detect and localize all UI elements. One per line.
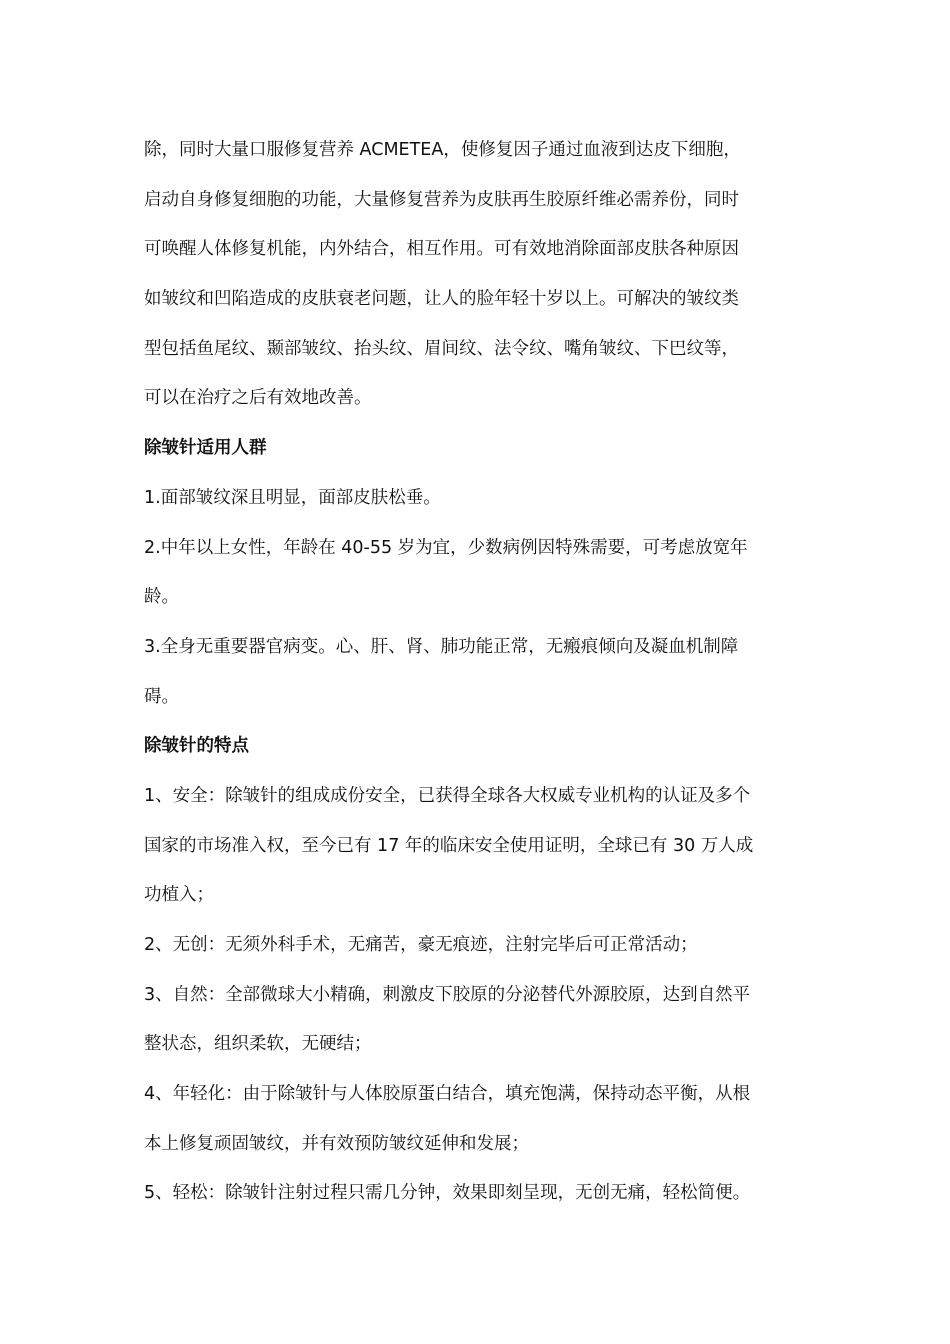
- text-line: 国家的市场准入权，至今已有 17 年的临床安全使用证明，全球已有 30 万人成: [144, 835, 754, 856]
- text-line: 3.全身无重要器官病变。心、肝、肾、肺功能正常，无瘢痕倾向及凝血机制障: [144, 636, 739, 657]
- text-line: 可唤醒人体修复机能，内外结合，相互作用。可有效地消除面部皮肤各种原因: [144, 239, 739, 260]
- text-line: 龄。: [144, 587, 179, 608]
- text-line: 2、无创：无须外科手术，无痛苦，豪无痕迹，注射完毕后可正常活动；: [144, 935, 698, 955]
- text-line: 3、自然：全部微球大小精确，刺激皮下胶原的分泌替代外源胶原，达到自然平: [144, 984, 751, 1005]
- text-line: 本上修复顽固皱纹，并有效预防皱纹延伸和发展；: [144, 1133, 529, 1154]
- text-line: 5、轻松：除皱针注射过程只需几分钟，效果即刻呈现，无创无痛，轻松简便。: [144, 1183, 751, 1204]
- text-line: 功植入；: [144, 885, 214, 906]
- text-line: 1、安全：除皱针的组成成份安全，已获得全球各大权威专业机构的认证及多个: [144, 785, 751, 806]
- text-line: 型包括鱼尾纹、颞部皱纹、抬头纹、眉间纹、法令纹、嘴角皱纹、下巴纹等，: [144, 338, 739, 359]
- text-line: 2.中年以上女性，年龄在 40-55 岁为宜，少数病例因特殊需要，可考虑放宽年: [144, 537, 748, 558]
- text-line: 整状态，组织柔软，无硬结；: [144, 1034, 372, 1055]
- section-heading: 除皱针适用人群: [144, 438, 267, 459]
- text-line: 除，同时大量口服修复营养 ACMETEA，使修复因子通过血液到达皮下细胞，: [144, 140, 741, 160]
- text-line: 启动自身修复细胞的功能，大量修复营养为皮肤再生胶原纤维必需养份，同时: [144, 189, 739, 210]
- section-target-population: [144, 424, 810, 722]
- document-page: [144, 126, 810, 1219]
- section-features: [144, 722, 810, 1219]
- text-line: 碍。: [144, 686, 179, 707]
- text-line: 1.面部皱纹深且明显，面部皮肤松垂。: [144, 487, 441, 508]
- intro-paragraph: [144, 126, 810, 424]
- section-heading: 除皱针的特点: [144, 736, 249, 757]
- text-line: 可以在治疗之后有效地改善。: [144, 388, 372, 409]
- text-line: 4、年轻化：由于除皱针与人体胶原蛋白结合，填充饱满，保持动态平衡，从根: [144, 1084, 751, 1105]
- text-line: 如皱纹和凹陷造成的皮肤衰老问题，让人的脸年轻十岁以上。可解决的皱纹类: [144, 289, 739, 310]
